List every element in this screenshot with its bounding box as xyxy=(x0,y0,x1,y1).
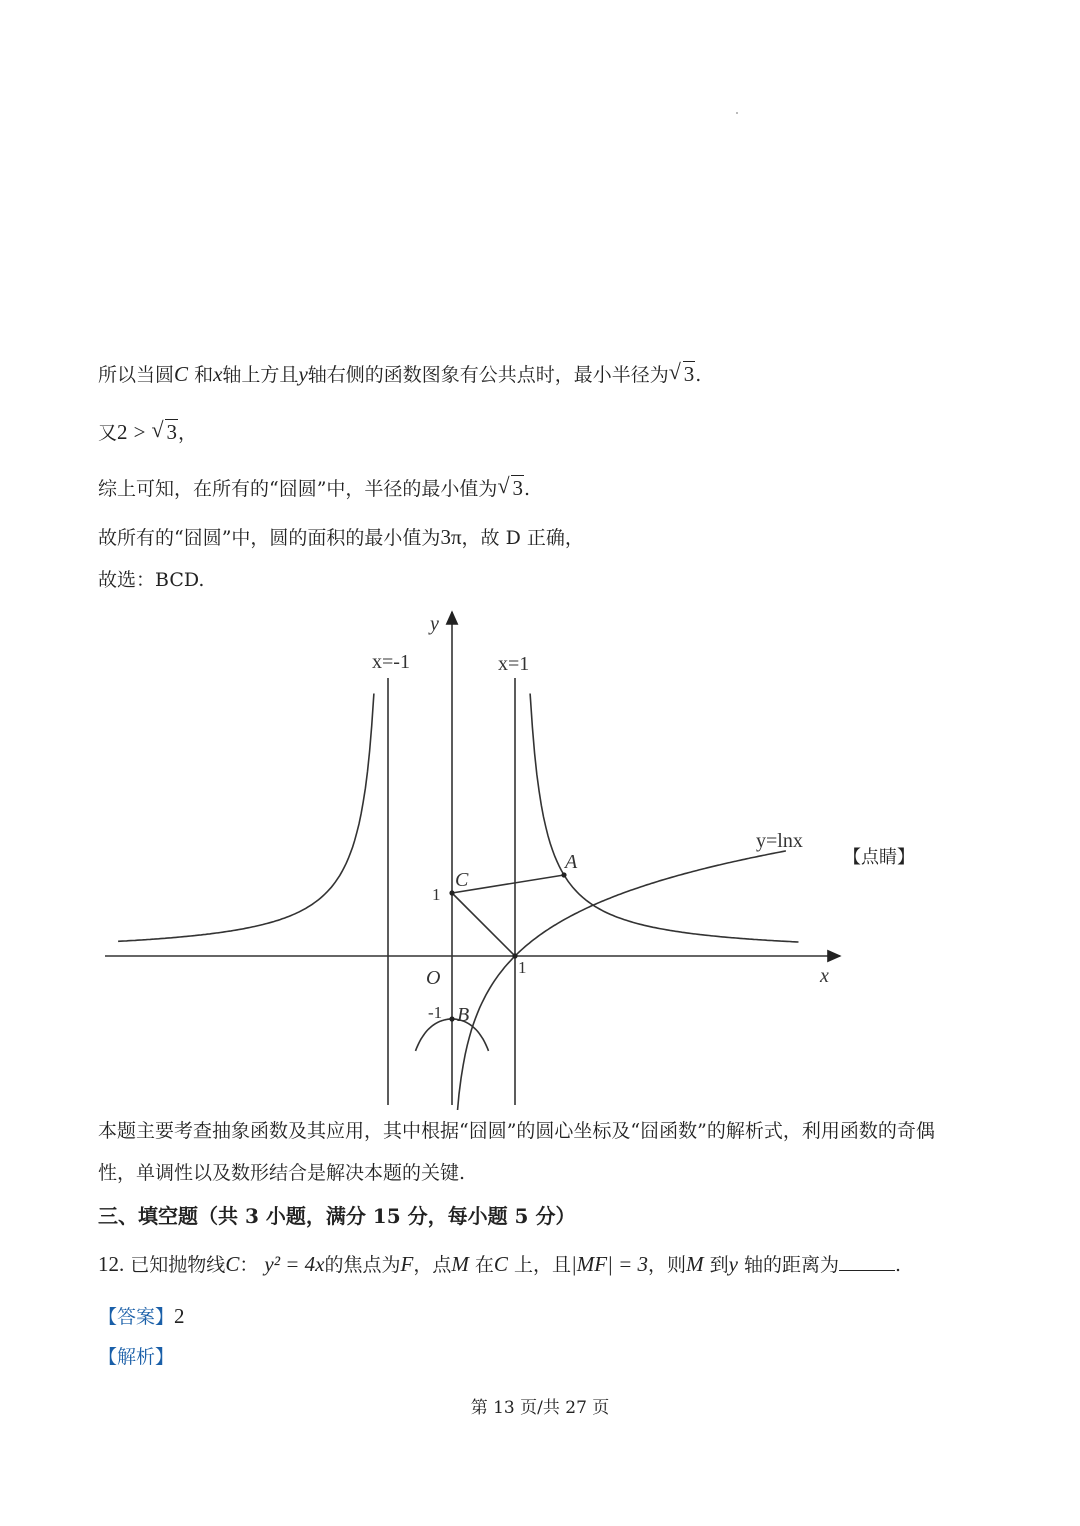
label-origin: O xyxy=(426,967,441,989)
answer-line: 【答案】2 xyxy=(98,1304,185,1328)
segment-C-to-1 xyxy=(452,893,515,956)
function-graph-figure xyxy=(0,600,1080,1110)
point-A xyxy=(561,872,566,877)
label-C: C xyxy=(455,869,469,891)
summary-line-1: 本题主要考查抽象函数及其应用，其中根据“囧圆”的圆心坐标及“囧函数”的解析式，利用函数的奇偶 xyxy=(98,1120,935,1142)
curve-ln xyxy=(455,851,786,1110)
label-ln-curve: y=lnx xyxy=(756,830,803,852)
question-12: 12. 已知抛物线C： y² = 4x的焦点为F，点M 在C 上，且|MF| = 3，则M 到y 轴的距离为 . xyxy=(98,1252,902,1276)
label-asym-left: x=-1 xyxy=(372,651,410,673)
segment-CA xyxy=(452,875,564,893)
speck xyxy=(736,112,738,114)
sqrt-expr: √ 3 xyxy=(497,475,524,501)
section-title: 三、填空题（共 3 小题，满分 15 分，每小题 5 分） xyxy=(98,1204,576,1228)
label-B: B xyxy=(457,1004,470,1026)
label-asym-right: x=1 xyxy=(498,653,530,675)
text-line-4: 故所有的“囧圆”中，圆的面积的最小值为3π，故 D 正确， xyxy=(98,525,584,549)
curve-left-branch xyxy=(118,694,374,942)
label-tick-neg1-y: -1 xyxy=(428,1003,443,1022)
point-B xyxy=(449,1016,454,1021)
text-line-2: 又2 > √ 3， xyxy=(98,419,197,446)
answer-blank xyxy=(839,1252,895,1271)
label-A: A xyxy=(565,851,578,873)
label-tick-1-x: 1 xyxy=(518,958,527,977)
text-line-5: 故选：BCD. xyxy=(98,569,205,591)
text-line-3: 综上可知，在所有的“囧圆”中，半径的最小值为√ 3. xyxy=(98,475,530,502)
analysis-line: 【解析】 xyxy=(98,1346,175,1368)
dianjing-label: 【点睛】 xyxy=(843,847,915,868)
curve-right-branch xyxy=(530,694,798,943)
sqrt-expr: √ 3 xyxy=(669,361,696,387)
label-y-axis: y xyxy=(430,613,439,635)
sqrt-expr: √ 3 xyxy=(151,419,178,445)
label-x-axis: x xyxy=(820,965,829,987)
page-footer: 第 13 页/共 27 页 xyxy=(470,1398,610,1418)
summary-line-2: 性，单调性以及数形结合是解决本题的关键. xyxy=(98,1162,466,1184)
point-one xyxy=(512,953,517,958)
text-line-1: 所以当圆C 和x轴上方且y轴右侧的函数图象有公共点时，最小半径为√ 3. xyxy=(98,361,701,388)
label-tick-1-y: 1 xyxy=(432,885,441,904)
point-C xyxy=(449,890,454,895)
